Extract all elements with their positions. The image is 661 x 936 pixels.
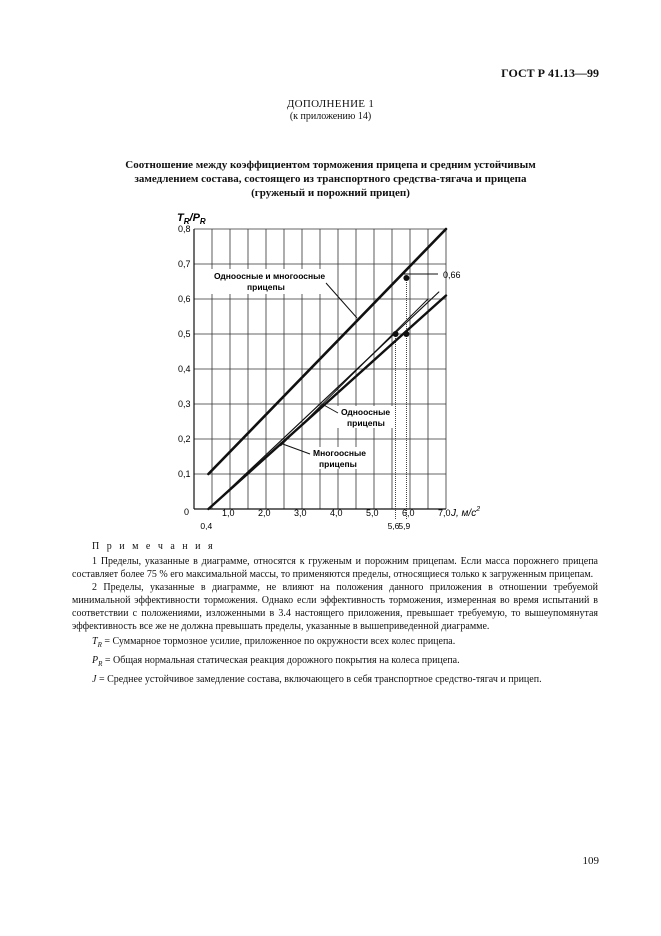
mid-series-label: прицепы xyxy=(347,418,385,428)
data-point xyxy=(403,331,409,337)
supplement-subtitle: (к приложению 14) xyxy=(289,111,372,122)
x-tick-label: 2,0 xyxy=(258,508,271,518)
upper-leader xyxy=(326,283,357,318)
x-extra-tick-label: 5,9 xyxy=(398,521,411,531)
page-number: 109 xyxy=(582,855,599,867)
x-tick-label: 7,0 xyxy=(438,508,451,518)
data-point xyxy=(393,331,399,337)
pr-subscript: R xyxy=(98,660,103,668)
x-tick-label: 3,0 xyxy=(294,508,307,518)
x-tick-label: 4,0 xyxy=(330,508,343,518)
low-series-label: Многоосные xyxy=(313,448,366,458)
y-tick-label: 0,5 xyxy=(178,329,191,339)
x-axis-label: J, $м/с^2$ xyxy=(451,506,481,519)
definition-pr xyxy=(92,654,598,671)
notes-heading: П р и м е ч а н и я xyxy=(92,541,216,552)
tr-symbol: T xyxy=(92,636,98,647)
low-leader xyxy=(280,443,310,454)
note-2 xyxy=(72,581,598,633)
y-tick-label: 0,7 xyxy=(178,259,191,269)
x-extra-tick-label: 5,6 xyxy=(387,521,400,531)
definition-tr xyxy=(92,635,598,652)
low-series-label: прицепы xyxy=(319,459,357,469)
x-extra-tick-label: 0,4 xyxy=(200,521,213,531)
y-tick-label: 0,1 xyxy=(178,469,191,479)
note-1-text: 1 Пределы, указанные в диаграмме, относятся к груженым и порожним прицепам. Если масса порожнего прицепа составляет более 75 % его максимальной массы, то применяются пределы, относящиеся только к загруженным прицепам. xyxy=(72,556,598,580)
mid-leader xyxy=(322,404,338,413)
pr-symbol: P xyxy=(92,655,99,666)
data-point xyxy=(403,275,409,281)
notes-section xyxy=(72,540,598,686)
mid-series-label: Одноосные xyxy=(341,407,391,417)
standard-header: ГОСТ Р 41.13—99 xyxy=(501,66,599,80)
upper-series-label: прицепы xyxy=(247,282,285,292)
tr-definition: = Суммарное тормозное усилие, приложенное по окружности всех колес прицепа. xyxy=(101,636,456,647)
note-2-text: 2 Пределы, указанные в диаграмме, не влияют на положения данного приложения в отношении требуемой минимальной эффективности торможения. Однако если эффективность торможения, измеренная во время испытаний в соответствии с положениями, изложенными в 3.4 настоящего приложения, превышает требуемую, то вышеупомянутая эффективность все же не должна превышать пределы, указанные в вышеприведенной диаграмме. xyxy=(72,582,598,632)
y-axis-label: $T_R/P_R$ xyxy=(177,212,206,226)
figure-title-line: (груженый и порожний прицеп) xyxy=(251,187,410,199)
note-1 xyxy=(72,555,598,581)
figure-title-line: Соотношение между коэффициентом торможения прицепа и средним устойчивым xyxy=(125,159,536,171)
j-symbol: J xyxy=(92,674,97,685)
x-tick-label: 5,0 xyxy=(366,508,379,518)
x-tick-label: 1,0 xyxy=(222,508,235,518)
y-tick-label: 0,8 xyxy=(178,224,191,234)
y-tick-label: 0,2 xyxy=(178,434,191,444)
y-tick-label: 0,6 xyxy=(178,294,191,304)
y-tick-label: 0,3 xyxy=(178,399,191,409)
pr-definition: = Общая нормальная статическая реакция дорожного покрытия на колеса прицепа. xyxy=(102,655,460,666)
figure-title-line: замедлением состава, состоящего из транспортного средства-тягача и прицепа xyxy=(134,173,527,185)
supplement-title: ДОПОЛНЕНИЕ 1 xyxy=(286,98,375,110)
definition-j xyxy=(72,673,598,686)
tr-subscript: R xyxy=(97,641,102,649)
y-tick-label: 0,4 xyxy=(178,364,191,374)
upper-series-label: Одноосные и многоосные xyxy=(214,271,326,281)
j-definition: = Среднее устойчивое замедление состава, включающего в себя транспортное средство-тягач и прицеп. xyxy=(96,674,542,685)
x-tick-label: 6,0 xyxy=(402,508,415,518)
upper-value-label: 0,66 xyxy=(443,270,461,280)
origin-label: 0 xyxy=(184,507,190,517)
